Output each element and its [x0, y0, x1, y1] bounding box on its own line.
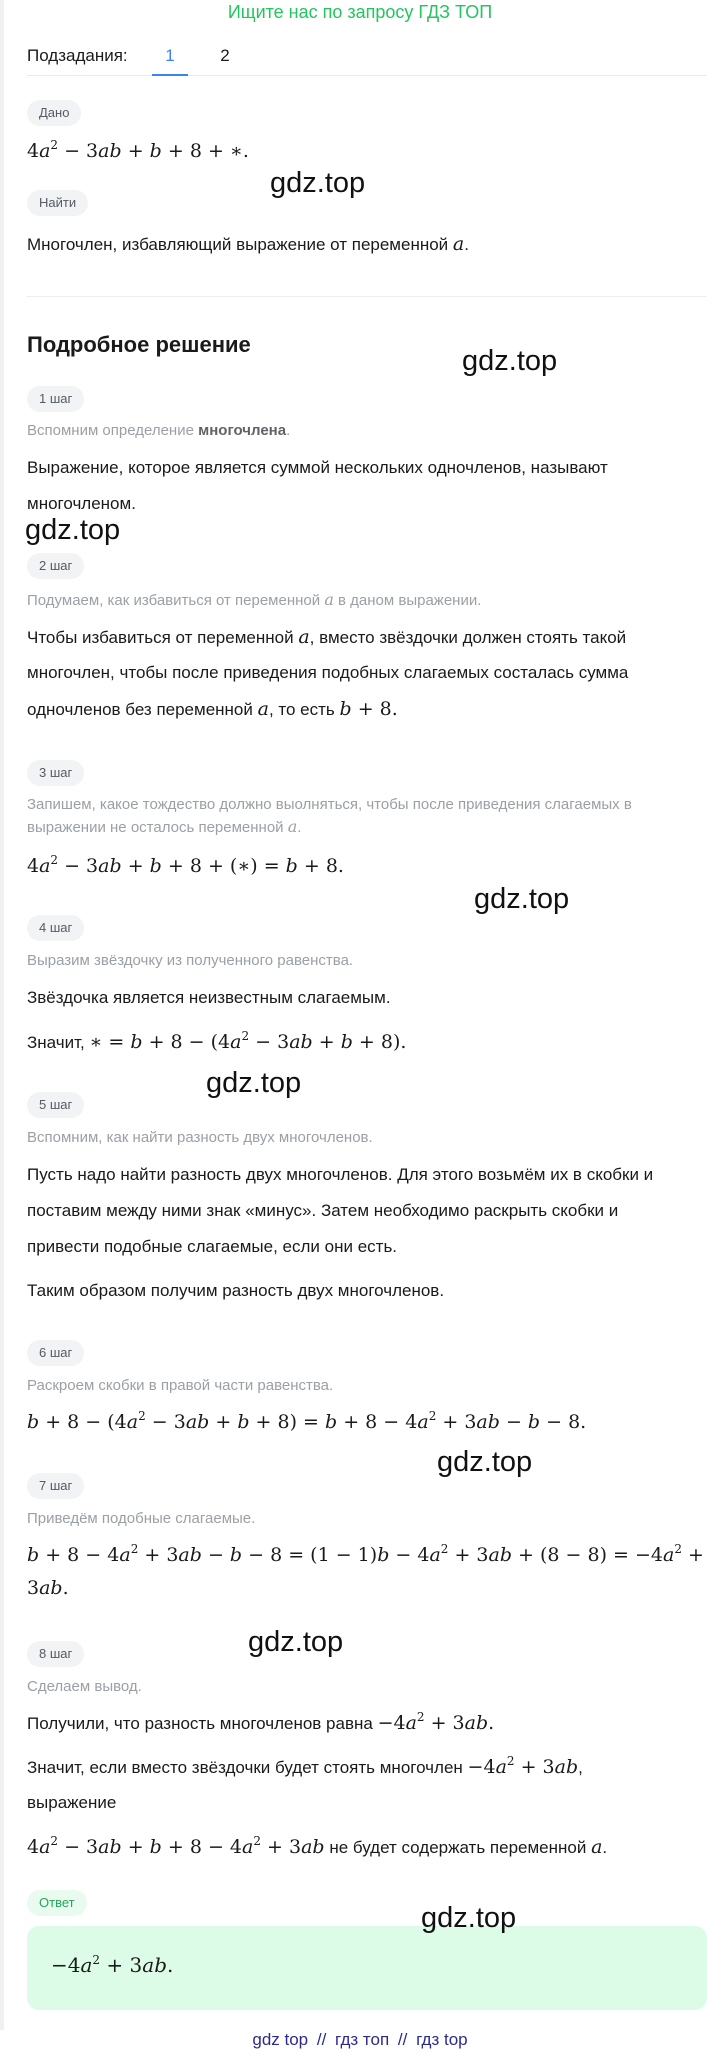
step-2-badge: 2 шаг	[27, 553, 84, 579]
step-8-badge: 8 шаг	[27, 1641, 84, 1667]
step-6-hint: Раскроем скобки в правой части равенства.	[27, 1377, 334, 1394]
section-title: Подробное решение	[27, 332, 251, 357]
step-3-hint-2: выражении не осталось переменной a.	[27, 817, 302, 836]
watermark: gdz.top	[421, 1902, 517, 1934]
find-text: Многочлен, избавляющий выражение от переменной a.	[27, 233, 469, 255]
step-5-line-3: привести подобные слагаемые, если они есть.	[27, 1237, 398, 1256]
footer-link-2[interactable]: гдз топ	[335, 2030, 390, 2049]
step-5-line-1: Пусть надо найти разность двух многочленов. Для этого возьмём их в скобки и	[27, 1165, 654, 1184]
step-2-line-1: Чтобы избавиться от переменной a, вместо звёздочки должен стоять такой	[27, 626, 627, 648]
given-expression: $4a^2 - 3ab + b + 8$ + ∗.	[27, 138, 249, 162]
step-6-badge: 6 шаг	[27, 1340, 84, 1366]
step-3-hint: Запишем, какое тождество должно выолняться, чтобы после приведения слагаемых в	[27, 796, 632, 813]
subtasks-bar	[27, 44, 707, 76]
answer-box	[27, 1926, 707, 2010]
step-8-text-4: $4a^2 - 3ab + b + 8 - 4a^2 + 3ab$ не будет содержать переменной a.	[27, 1834, 608, 1858]
step-2-line-2: многочлен, чтобы после приведения подобных слагаемых состалась сумма	[27, 663, 629, 682]
step-1-hint: Вспомним определение многочлена.	[27, 422, 291, 439]
answer-badge: Ответ	[27, 1890, 87, 1916]
step-5-hint: Вспомним, как найти разность двух многочленов.	[27, 1129, 373, 1146]
find-badge: Найти	[27, 190, 88, 216]
footer-separator: //	[397, 2030, 408, 2049]
step-1-badge: 1 шаг	[27, 386, 84, 412]
step-7-hint: Приведём подобные слагаемые.	[27, 1510, 256, 1527]
step-3-equation: $4a^2 - 3ab + b + 8$ + (∗) = b + 8.	[27, 853, 344, 877]
step-5-line-2: поставим между ними знак «минус». Затем необходимо раскрыть скобки и	[27, 1201, 619, 1220]
step-2-line-3: одночленов без переменной a, то есть b + 8.	[27, 698, 398, 720]
watermark: gdz.top	[270, 167, 366, 199]
watermark: gdz.top	[474, 883, 570, 915]
answer-expression: $-4a^2 + 3ab$.	[51, 1953, 174, 1977]
step-1-text-2: многочленом.	[27, 494, 136, 513]
step-1-text: Выражение, которое является суммой нескольких одночленов, называют	[27, 458, 608, 477]
step-7-equation-2: 3ab.	[27, 1577, 69, 1599]
watermark: gdz.top	[206, 1067, 302, 1099]
step-2-hint: Подумаем, как избавиться от переменной a в даном выражении.	[27, 590, 482, 609]
step-8-text-1: Получили, что разность многочленов равна $-4a^2 + 3ab$.	[27, 1710, 495, 1734]
given-badge: Дано	[27, 100, 81, 126]
footer-link-3[interactable]: гдз top	[416, 2030, 468, 2049]
divider	[27, 296, 707, 297]
tab-subtask-1[interactable]: 1	[152, 46, 188, 76]
step-8-text-2: Значит, если вместо звёздочки будет стоять многочлен $-4a^2 + 3ab$,	[27, 1754, 583, 1778]
watermark: gdz.top	[25, 514, 121, 546]
left-rule	[0, 0, 4, 2030]
tab-subtask-2[interactable]: 2	[220, 46, 230, 65]
subtasks-label: Подзадания:	[27, 46, 128, 65]
step-5-line-4: Таким образом получим разность двух многочленов.	[27, 1281, 445, 1300]
top-banner: Ищите нас по запросу ГДЗ ТОП	[227, 2, 493, 22]
step-6-equation: $b + 8 - (4a^2 - 3ab + b + 8) = b + 8 - 4a^2 + 3ab - b - 8$.	[27, 1409, 587, 1433]
footer-link-1[interactable]: gdz top	[252, 2030, 309, 2049]
step-8-text-3: выражение	[27, 1793, 117, 1812]
watermark: gdz.top	[462, 345, 558, 377]
footer-separator: //	[316, 2030, 327, 2049]
step-7-badge: 7 шаг	[27, 1473, 84, 1499]
step-3-badge: 3 шаг	[27, 760, 84, 786]
watermark: gdz.top	[248, 1626, 344, 1658]
step-4-badge: 4 шаг	[27, 915, 84, 941]
step-7-equation: $b + 8 - 4a^2 + 3ab - b - 8 = (1 - 1)b - 4a^2 + 3ab + (8 - 8) = -4a^2$ +	[27, 1542, 704, 1566]
step-4-text: Звёздочка является неизвестным слагаемым.	[27, 988, 391, 1007]
step-8-hint: Сделаем вывод.	[27, 1678, 142, 1695]
watermark: gdz.top	[437, 1446, 533, 1478]
footer	[0, 2030, 720, 2050]
step-5-badge: 5 шаг	[27, 1092, 84, 1118]
step-4-equation: Значит, ∗ = $b + 8 - (4a^2 - 3ab + b + 8)$.	[27, 1029, 407, 1053]
step-4-hint: Выразим звёздочку из полученного равенства.	[27, 952, 354, 969]
